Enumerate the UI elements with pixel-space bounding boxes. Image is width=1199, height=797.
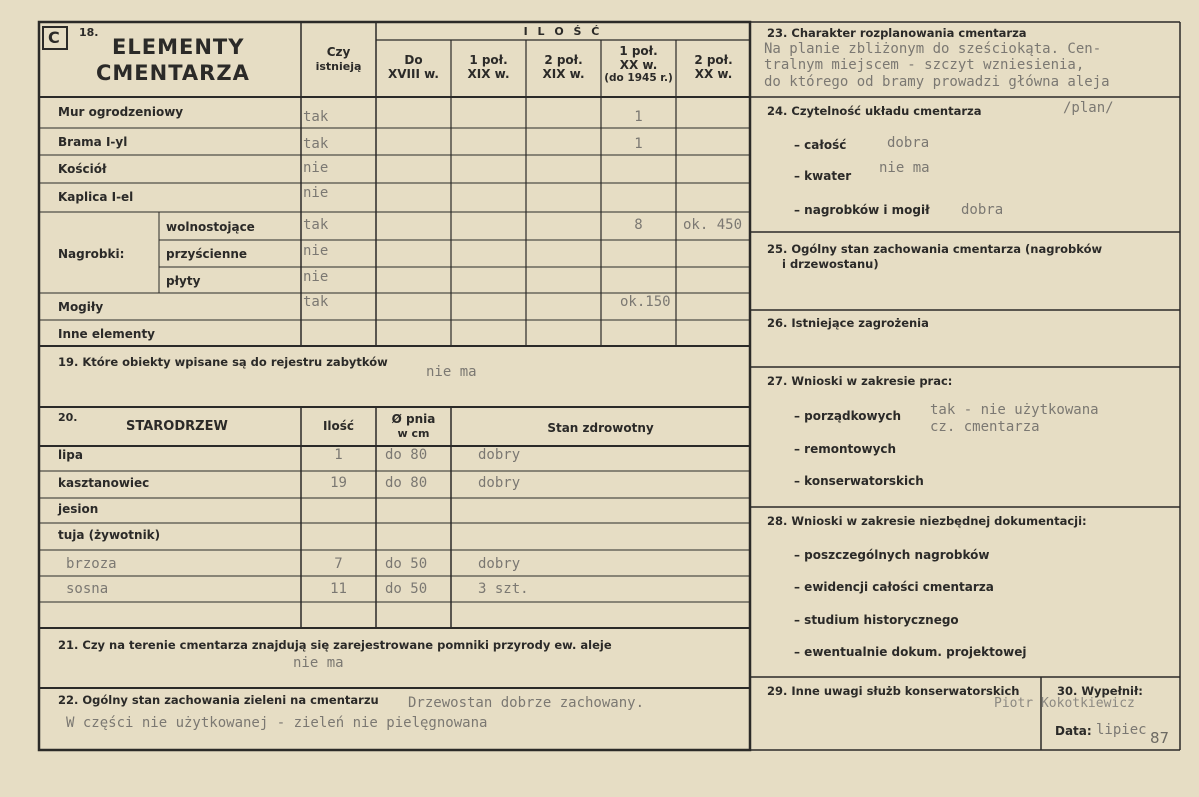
- layout-quarters-value: nie ma: [879, 160, 930, 176]
- section-22-value-line2: W części nie użytkowanej - zieleń nie pielęgnowana: [66, 715, 488, 731]
- filled-by-name: Piotr Kokotkiewicz: [994, 696, 1135, 711]
- tree-name: jesion: [58, 502, 99, 516]
- section-22-value-line1: Drzewostan dobrze zachowany.: [408, 695, 645, 711]
- element-row-label: Brama I-yl: [58, 135, 128, 149]
- period-header-2-line-1: 1 poł.: [469, 53, 508, 67]
- period-header-3-line-2: XIX w.: [542, 67, 585, 81]
- element-exists-value: nie: [303, 269, 329, 285]
- tree-health: dobry: [478, 475, 521, 491]
- period-header-1-line-2: XVIII w.: [388, 67, 439, 81]
- tree-name: sosna: [66, 581, 109, 597]
- section-26-label: 26. Istniejące zagrożenia: [767, 316, 929, 330]
- tree-name: tuja (żywotnik): [58, 528, 161, 542]
- tree-name: lipa: [58, 448, 83, 462]
- section-20-number: 20.: [58, 411, 78, 424]
- tree-qty-header: Ilość: [322, 419, 355, 433]
- layout-whole-value: dobra: [887, 135, 930, 151]
- tree-health-header: Stan zdrowotny: [547, 421, 654, 435]
- element-exists-value: nie: [303, 160, 329, 176]
- element-row-label: Kościół: [58, 162, 107, 176]
- section-19-value: nie ma: [426, 364, 477, 380]
- doc-graves-label: – poszczególnych nagrobków: [794, 548, 990, 562]
- works-repair-label: – remontowych: [794, 442, 897, 456]
- doc-inventory-label: – ewidencji całości cmentarza: [794, 580, 994, 594]
- element-row-label: Mur ogrodzeniowy: [58, 105, 184, 119]
- section-19-label: 19. Które obiekty wpisane są do rejestru zabytków: [58, 355, 388, 369]
- period-header-5-line-2: XX w.: [694, 67, 733, 81]
- period-header-4-line-2: XX w.: [619, 58, 658, 72]
- element-exists-value: tak: [303, 109, 329, 125]
- tree-diameter: do 50: [385, 581, 428, 597]
- works-conservation-label: – konserwatorskich: [794, 474, 924, 488]
- period-header-5-line-1: 2 poł.: [694, 53, 733, 67]
- element-row-label: płyty: [166, 274, 201, 288]
- layout-graves-label: – nagrobków i mogił: [794, 203, 930, 217]
- layout-whole-label: – całość: [794, 138, 847, 152]
- section-27-label: 27. Wnioski w zakresie prac:: [767, 374, 953, 388]
- doc-project-label: – ewentualnie dokum. projektowej: [794, 645, 1027, 659]
- doc-history-label: – studium historycznego: [794, 613, 959, 627]
- date-label: Data:: [1055, 724, 1092, 738]
- tree-qty: 7: [334, 556, 343, 572]
- period-header-4-line-3: (do 1945 r.): [604, 72, 673, 84]
- tree-name: brzoza: [66, 556, 117, 572]
- section-29-label: 29. Inne uwagi służb konserwatorskich: [767, 684, 1020, 698]
- tree-name: kasztanowiec: [58, 476, 150, 490]
- element-qty-1st-half-20c: 1: [634, 136, 643, 152]
- works-cleanup-label: – porządkowych: [794, 409, 902, 423]
- element-exists-value: tak: [303, 136, 329, 152]
- tree-health: dobry: [478, 556, 521, 572]
- section-27-value-line1: tak - nie użytkowana: [930, 402, 1099, 418]
- tree-health: 3 szt.: [478, 581, 529, 597]
- section-18-number: 18.: [79, 26, 99, 39]
- section-25-label-line1: 25. Ogólny stan zachowania cmentarza (nagrobków: [767, 242, 1103, 256]
- layout-quarters-label: – kwater: [794, 169, 852, 183]
- tree-qty: 19: [330, 475, 347, 491]
- date-value: lipiec: [1096, 722, 1147, 738]
- tree-diameter: do 80: [385, 475, 428, 491]
- tree-diameter: do 80: [385, 447, 428, 463]
- element-exists-value: nie: [303, 243, 329, 259]
- section-18-title-line2: CMENTARZA: [96, 61, 250, 85]
- tombstones-group-label: Nagrobki:: [58, 247, 125, 261]
- element-row-label: Kaplica I-el: [58, 190, 134, 204]
- section-23-label: 23. Charakter rozplanowania cmentarza: [767, 26, 1027, 40]
- tree-diameter-header-2: w cm: [397, 427, 430, 440]
- tree-health: dobry: [478, 447, 521, 463]
- section-25-label-line2: i drzewostanu): [782, 257, 879, 271]
- element-exists-value: tak: [303, 217, 329, 233]
- period-header-4-line-1: 1 poł.: [619, 44, 658, 58]
- element-qty-1st-half-20c: 8: [634, 217, 643, 233]
- section-28-label: 28. Wnioski w zakresie niezbędnej dokumentacji:: [767, 514, 1087, 528]
- exists-column-header-1: Czy: [326, 45, 351, 59]
- tree-diameter: do 50: [385, 556, 428, 572]
- section-27-value-line2: cz. cmentarza: [930, 419, 1040, 435]
- element-qty-2nd-half-20c: ok. 450: [683, 217, 743, 233]
- element-qty-1st-half-20c: 1: [634, 109, 643, 125]
- section-23-line1: Na planie zbliżonym do sześciokąta. Cen-: [764, 41, 1102, 57]
- exists-column-header-2: istnieją: [315, 60, 362, 73]
- tree-qty: 11: [330, 581, 347, 597]
- section-21-value: nie ma: [293, 655, 344, 671]
- period-header-2-line-2: XIX w.: [467, 67, 510, 81]
- section-23-line3: do którego od bramy prowadzi główna aleja: [764, 74, 1110, 90]
- element-exists-value: nie: [303, 185, 329, 201]
- tree-qty: 1: [334, 447, 343, 463]
- element-row-label: Mogiły: [58, 300, 104, 314]
- element-row-label: przyścienne: [166, 247, 248, 261]
- section-20-title: STARODRZEW: [126, 419, 228, 434]
- section-letter: C: [48, 28, 60, 47]
- element-row-label: Inne elementy: [58, 327, 156, 341]
- tree-diameter-header-1: Ø pnia: [391, 412, 436, 426]
- section-21-label: 21. Czy na terenie cmentarza znajdują się zarejestrowane pomniki przyrody ew. aleje: [58, 638, 612, 652]
- section-30-label: 30. Wypełnił:: [1057, 684, 1143, 698]
- element-qty-1st-half-20c: ok.150: [620, 294, 671, 310]
- quantity-header: I L O Ś Ć: [523, 25, 603, 38]
- page-number: 87: [1150, 729, 1170, 747]
- element-row-label: wolnostojące: [166, 220, 255, 234]
- section-22-label: 22. Ogólny stan zachowania zieleni na cmentarzu: [58, 693, 379, 707]
- element-exists-value: tak: [303, 294, 329, 310]
- period-header-3-line-1: 2 poł.: [544, 53, 583, 67]
- section-18-title-line1: ELEMENTY: [112, 35, 245, 59]
- section-24-note: /plan/: [1063, 100, 1114, 116]
- section-23-line2: tralnym miejscem - szczyt wzniesienia,: [764, 57, 1085, 73]
- section-24-label: 24. Czytelność układu cmentarza: [767, 104, 982, 118]
- period-header-1-line-1: Do: [404, 53, 423, 67]
- layout-graves-value: dobra: [961, 202, 1004, 218]
